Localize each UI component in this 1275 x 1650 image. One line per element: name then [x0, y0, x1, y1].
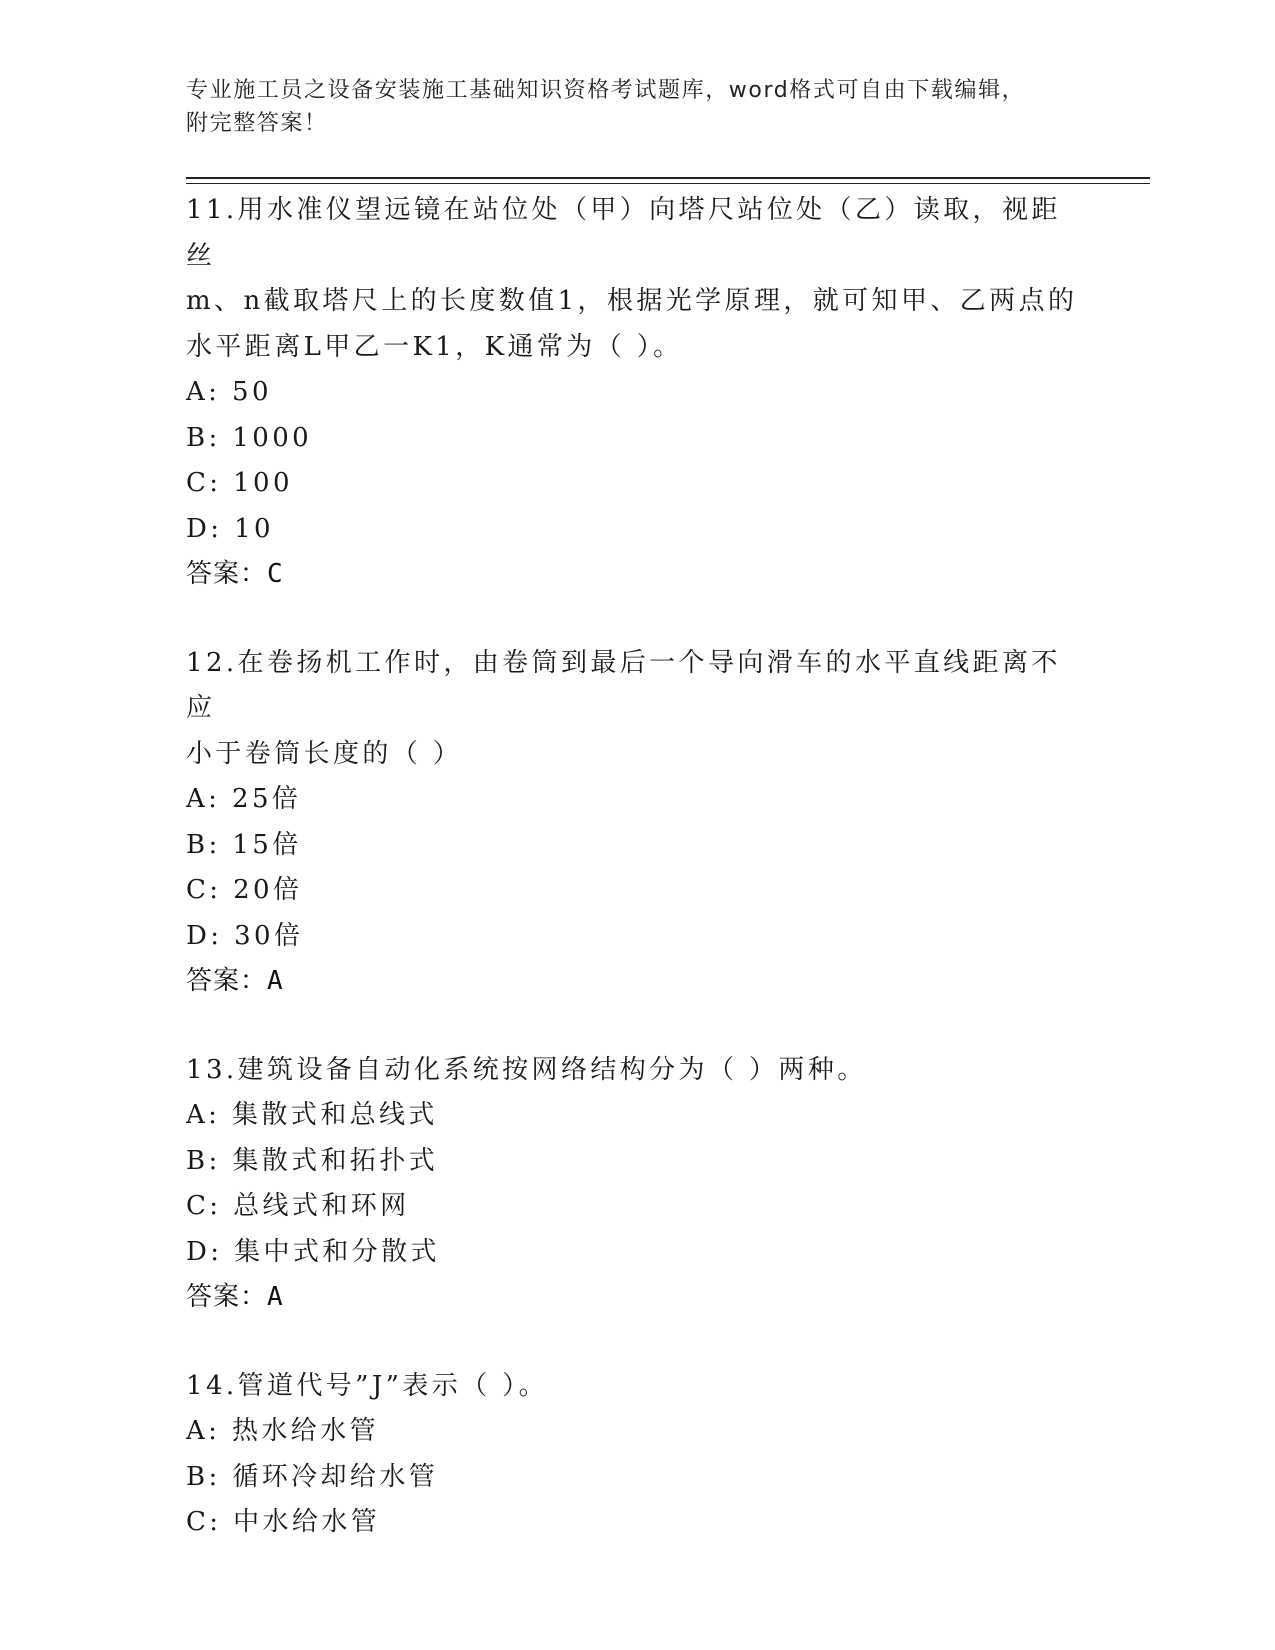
option-b: B: 15倍 — [186, 829, 302, 860]
question-11 — [186, 188, 1086, 598]
header-divider-thick — [186, 177, 1150, 179]
answer-line — [186, 552, 1086, 598]
option-d: D: 10 — [186, 513, 274, 544]
option-b: B: 集散式和拓扑式 — [186, 1145, 439, 1176]
option-c: C: 总线式和环网 — [186, 1191, 410, 1221]
question-stem-line: 水平距离L甲乙一K1，K通常为（ ）。 — [186, 331, 683, 362]
question-stem-line: m、n截取塔尺上的长度数值1，根据光学原理，就可知甲、乙两点的 — [186, 286, 1078, 316]
answer-label: 答案： — [186, 1282, 268, 1312]
header-line-2: 附完整答案！ — [186, 111, 328, 136]
question-stem-line: 小于卷筒长度的（ ） — [186, 738, 463, 769]
option-c: C: 100 — [186, 468, 293, 498]
question-14 — [186, 1364, 1086, 1546]
question-13 — [186, 1048, 1086, 1321]
option-a: A: 25倍 — [186, 784, 302, 814]
answer-label: 答案： — [186, 559, 268, 589]
answer-value: A — [267, 966, 284, 996]
answer-value: A — [267, 1282, 284, 1312]
document-header — [186, 74, 1066, 140]
option-a: A: 集散式和总线式 — [186, 1100, 438, 1130]
option-c: C: 中水给水管 — [186, 1507, 381, 1537]
question-stem-line: 14.管道代号”J”表示（ ）。 — [186, 1370, 549, 1401]
answer-line — [186, 1275, 1086, 1321]
question-stem-line: 11.用水准仪望远镜在站位处（甲）向塔尺站位处（乙）读取，视距丝 — [186, 195, 1061, 271]
header-divider-thin — [186, 183, 1150, 184]
option-b: B: 1000 — [186, 422, 313, 453]
answer-value: C — [267, 559, 284, 589]
option-b: B: 循环冷却给水管 — [186, 1461, 439, 1492]
option-c: C: 20倍 — [186, 875, 303, 905]
header-line-1: 专业施工员之设备安装施工基础知识资格考试题库，word格式可自由下载编辑， — [186, 78, 1026, 103]
answer-line — [186, 959, 1086, 1005]
question-stem-line: 13.建筑设备自动化系统按网络结构分为（ ）两种。 — [186, 1054, 867, 1085]
option-a: A: 热水给水管 — [186, 1416, 380, 1446]
option-a: A: 50 — [186, 377, 272, 407]
answer-label: 答案： — [186, 966, 268, 996]
question-list — [186, 188, 1086, 1589]
option-d: D: 30倍 — [186, 920, 304, 951]
question-stem-line: 12.在卷扬机工作时，由卷筒到最后一个导向滑车的水平直线距离不应 — [186, 647, 1061, 723]
option-d: D: 集中式和分散式 — [186, 1236, 440, 1267]
question-12 — [186, 641, 1086, 1005]
